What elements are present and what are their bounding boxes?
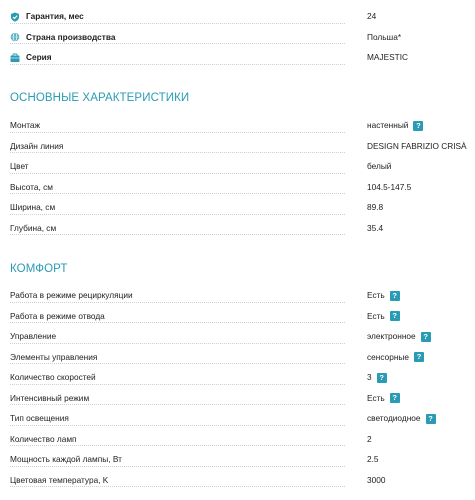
spec-value: светодиодное: [367, 413, 421, 423]
spec-label: Страна производства: [26, 31, 116, 42]
help-icon[interactable]: ?: [390, 291, 400, 301]
spec-row-series: [10, 48, 465, 69]
spec-row: [10, 327, 465, 348]
help-icon[interactable]: ?: [390, 393, 400, 403]
spec-row: [10, 178, 465, 199]
spec-label: Серия: [26, 52, 52, 62]
spec-value: 2.5: [367, 454, 379, 464]
section-title-main: ОСНОВНЫЕ ХАРАКТЕРИСТИКИ: [10, 92, 190, 104]
spec-row: [10, 389, 465, 410]
spec-label: Монтаж: [10, 120, 41, 130]
top-specs: [10, 7, 465, 69]
spec-value: DESIGN FABRIZIO CRISÀ: [367, 140, 467, 151]
help-icon[interactable]: ?: [377, 373, 387, 383]
spec-label: Управление: [10, 331, 57, 341]
spec-row: [10, 348, 465, 369]
spec-value: 3: [367, 372, 372, 382]
spec-value: 104.5-147.5: [367, 181, 412, 192]
spec-row: [10, 368, 465, 389]
spec-row: [10, 198, 465, 219]
folder-icon: [10, 53, 20, 63]
spec-label: Интенсивный режим: [10, 392, 90, 403]
section-title-comfort: КОМФОРТ: [10, 263, 68, 275]
help-icon[interactable]: ?: [414, 352, 424, 362]
spec-value: настенный: [367, 120, 409, 130]
spec-label: Элементы управления: [10, 351, 98, 362]
spec-row-warranty: [10, 7, 465, 28]
spec-label: Работа в режиме рециркуляции: [10, 290, 133, 300]
spec-value: 2: [367, 433, 372, 444]
spec-label: Ширина, см: [10, 202, 56, 212]
spec-value: Есть: [367, 392, 385, 403]
spec-row: [10, 286, 465, 307]
spec-value: белый: [367, 161, 392, 171]
spec-row: [10, 471, 465, 492]
spec-row: [10, 219, 465, 240]
help-icon[interactable]: ?: [421, 332, 431, 342]
spec-label: Количество скоростей: [10, 372, 96, 382]
spec-value: сенсорные: [367, 351, 409, 362]
spec-row: [10, 307, 465, 328]
help-icon[interactable]: ?: [426, 414, 436, 424]
main-specs: [10, 116, 465, 239]
spec-label: Гарантия, мес: [26, 11, 84, 21]
spec-row: [10, 450, 465, 471]
spec-label: Дизайн линия: [10, 140, 64, 151]
spec-label: Высота, см: [10, 181, 53, 192]
help-icon[interactable]: ?: [390, 311, 400, 321]
spec-label: Работа в режиме отвода: [10, 310, 105, 321]
spec-value: электронное: [367, 331, 416, 341]
spec-value: 3000: [367, 474, 386, 485]
spec-label: Мощность каждой лампы, Вт: [10, 454, 122, 464]
comfort-specs: [10, 286, 465, 491]
shield-check-icon: [10, 12, 20, 22]
spec-value: Есть: [367, 290, 385, 300]
spec-value: 24: [367, 11, 377, 21]
help-icon[interactable]: ?: [413, 121, 423, 131]
spec-label: Количество ламп: [10, 433, 77, 444]
spec-value: Польша*: [367, 31, 402, 42]
spec-row: [10, 157, 465, 178]
spec-label: Цветовая температура, K: [10, 474, 109, 485]
spec-label: Тип освещения: [10, 413, 69, 423]
spec-value: 89.8: [367, 202, 384, 212]
spec-row: [10, 116, 465, 137]
spec-row: [10, 430, 465, 451]
spec-label: Цвет: [10, 161, 29, 171]
spec-value: Есть: [367, 310, 385, 321]
spec-value: 35.4: [367, 222, 384, 233]
spec-row: [10, 137, 465, 158]
spec-value: MAJESTIC: [367, 52, 409, 62]
spec-label: Глубина, см: [10, 222, 57, 233]
globe-icon: [10, 32, 20, 42]
spec-row-country: [10, 28, 465, 49]
spec-row: [10, 409, 465, 430]
